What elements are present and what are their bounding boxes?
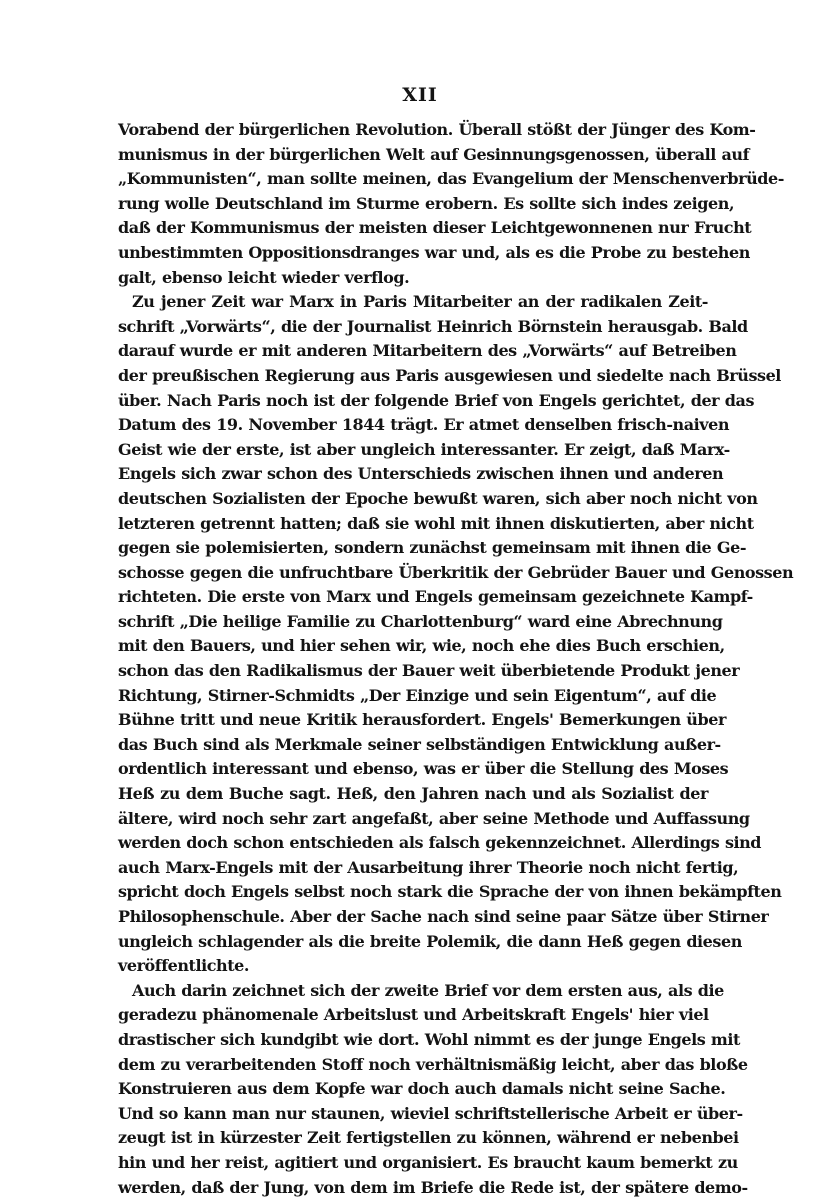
- text-line: ordentlich interessant und ebenso, was er über die Stellung des Moses: [118, 759, 729, 779]
- text-line: spricht doch Engels selbst noch stark die Sprache der von ihnen bekämpften: [118, 882, 782, 902]
- text-line: über. Nach Paris noch ist der folgende Brief von Engels gerichtet, der das: [118, 390, 754, 410]
- text-line: mit den Bauers, und hier sehen wir, wie, noch ehe dies Buch erschien,: [118, 636, 725, 656]
- text-line: deutschen Sozialisten der Epoche bewußt waren, sich aber noch nicht von: [118, 488, 758, 508]
- text-line: munismus in der bürgerlichen Welt auf Gesinnungsgenossen, überall auf: [118, 144, 750, 164]
- text-line: ältere, wird noch sehr zart angefaßt, aber seine Methode und Auffassung: [118, 808, 750, 828]
- text-line: hin und her reist, agitiert und organisiert. Es braucht kaum bemerkt zu: [118, 1152, 738, 1172]
- text-line: Bühne tritt und neue Kritik herausfordert. Engels' Bemerkungen über: [118, 710, 726, 730]
- text-line: werden, daß der Jung, von dem im Briefe die Rede ist, der spätere demo-: [118, 1177, 748, 1197]
- text-line: schosse gegen die unfruchtbare Überkritik der Gebrüder Bauer und Genossen: [118, 562, 794, 582]
- page-number: XII: [402, 84, 438, 106]
- text-line: schrift „Vorwärts“, die der Journalist Heinrich Börnstein herausgab. Bald: [118, 316, 748, 336]
- text-line: dem zu verarbeitenden Stoff noch verhältnismäßig leicht, aber das bloße: [118, 1054, 748, 1074]
- paragraph: [118, 979, 748, 1200]
- text-line: Vorabend der bürgerlichen Revolution. Überall stößt der Jünger des Kom-: [118, 120, 756, 139]
- text-line: Zu jener Zeit war Marx in Paris Mitarbeiter an der radikalen Zeit-: [132, 292, 708, 312]
- text-line: schon das den Radikalismus der Bauer weit überbietende Produkt jener: [118, 661, 740, 681]
- text-line: darauf wurde er mit anderen Mitarbeitern des „Vorwärts“ auf Betreiben: [118, 341, 737, 361]
- text-line: „Kommunisten“, man sollte meinen, das Evangelium der Menschenverbrüde-: [118, 169, 784, 189]
- text-line: geradezu phänomenale Arbeitslust und Arbeitskraft Engels' hier viel: [118, 1005, 709, 1025]
- text-line: auch Marx-Engels mit der Ausarbeitung ihrer Theorie noch nicht fertig,: [118, 857, 739, 877]
- text-line: der preußischen Regierung aus Paris ausgewiesen und siedelte nach Brüssel: [118, 365, 781, 385]
- body-text: [118, 118, 794, 1200]
- text-line: ungleich schlagender als die breite Polemik, die dann Heß gegen diesen: [118, 931, 742, 951]
- text-line: Geist wie der erste, ist aber ungleich interessanter. Er zeigt, daß Marx-: [118, 439, 730, 459]
- text-line: Auch darin zeichnet sich der zweite Brief vor dem ersten aus, als die: [132, 980, 724, 1000]
- text-line: veröffentlichte.: [118, 956, 250, 976]
- paragraph: [118, 290, 794, 979]
- text-line: Heß zu dem Buche sagt. Heß, den Jahren nach und als Sozialist der: [118, 784, 708, 804]
- text-line: rung wolle Deutschland im Sturme erobern. Es sollte sich indes zeigen,: [118, 193, 735, 213]
- text-line: richteten. Die erste von Marx und Engels gemeinsam gezeichnete Kampf-: [118, 587, 753, 607]
- text-line: drastischer sich kundgibt wie dort. Wohl nimmt es der junge Engels mit: [118, 1029, 740, 1049]
- text-line: gegen sie polemisierten, sondern zunächst gemeinsam mit ihnen die Ge-: [118, 538, 747, 558]
- text-line: unbestimmten Oppositionsdranges war und, als es die Probe zu bestehen: [118, 242, 750, 262]
- text-line: galt, ebenso leicht wieder verflog.: [118, 267, 410, 287]
- text-line: Engels sich zwar schon des Unterschieds zwischen ihnen und anderen: [118, 464, 724, 484]
- text-line: zeugt ist in kürzester Zeit fertigstellen zu können, während er nebenbei: [118, 1128, 739, 1148]
- text-line: Und so kann man nur staunen, wieviel schriftstellerische Arbeit er über-: [118, 1103, 743, 1123]
- text-line: Konstruieren aus dem Kopfe war doch auch damals nicht seine Sache.: [118, 1079, 726, 1099]
- text-line: letzteren getrennt hatten; daß sie wohl mit ihnen diskutierten, aber nicht: [118, 513, 754, 533]
- text-line: daß der Kommunismus der meisten dieser Leichtgewonnenen nur Frucht: [118, 218, 752, 238]
- text-line: das Buch sind als Merkmale seiner selbständigen Entwicklung außer-: [118, 734, 721, 754]
- paragraph: [118, 118, 784, 290]
- text-line: Datum des 19. November 1844 trägt. Er atmet denselben frisch-naiven: [118, 415, 730, 435]
- text-line: werden doch schon entschieden als falsch gekennzeichnet. Allerdings sind: [118, 833, 762, 853]
- text-line: Richtung, Stirner-Schmidts „Der Einzige und sein Eigentum“, auf die: [118, 685, 717, 705]
- text-line: Philosophenschule. Aber der Sache nach sind seine paar Sätze über Stirner: [118, 907, 769, 926]
- text-line: schrift „Die heilige Familie zu Charlottenburg“ ward eine Abrechnung: [118, 611, 723, 631]
